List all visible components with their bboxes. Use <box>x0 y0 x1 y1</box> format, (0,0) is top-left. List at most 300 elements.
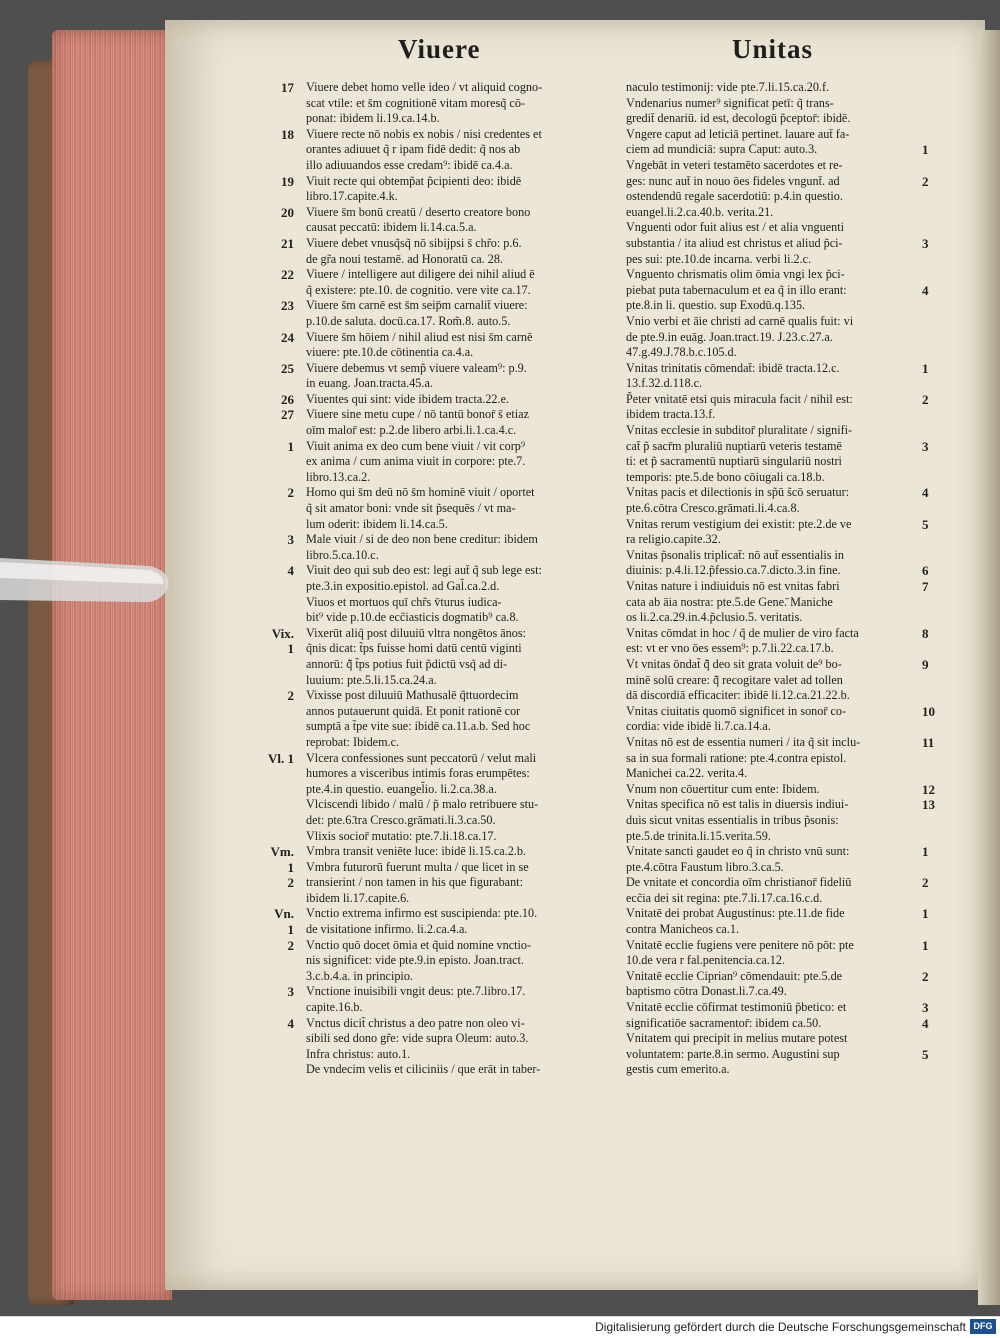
entry-number: Vm. <box>270 844 294 860</box>
text-line <box>306 283 626 299</box>
text-line <box>281 267 626 283</box>
entry-text: Vt vnitas ōndat̃ q̃̄ deo sit grata voluit de⁹ bo- <box>626 656 842 671</box>
entry-text: ponat: ibidem li.19.ca.14.b. <box>306 111 440 126</box>
entry-number: 3 <box>922 235 929 251</box>
entry-text: De vnitate et concordia oīm christianor̄ fideliū <box>626 875 852 890</box>
entry-text: Vmbra transit veniēte luce: ibidē li.15.ca.2.b. <box>306 844 526 859</box>
text-line <box>626 610 931 626</box>
entry-text: ibidem li.17.capite.6. <box>306 890 410 905</box>
entry-text: Vnitatē dei probat Augustinus: pte.11.de fide <box>626 906 845 921</box>
right-text-column <box>626 80 935 1078</box>
text-line <box>270 844 626 860</box>
entry-text: duis sicut vnitas essentialis in tribus p̃sonis: <box>626 812 839 827</box>
entry-text: cordia: vide ibidē li.7.ca.14.a. <box>626 719 771 734</box>
text-line <box>626 673 931 689</box>
text-line <box>306 501 626 517</box>
text-line <box>626 953 931 969</box>
text-line <box>306 719 626 735</box>
text-line <box>306 345 626 361</box>
entry-text: Viuentes qui sint: vide ibidem tracta.22.e. <box>306 391 510 406</box>
text-line <box>306 735 626 751</box>
entry-text: Viuit recte qui obtemp̃at p̃cipienti deo: ibidē <box>306 173 522 188</box>
text-line <box>626 345 931 361</box>
entry-text: Vnctio quō docet ōmia et q̃uid nomine vnctio- <box>306 937 532 952</box>
text-line <box>626 127 931 143</box>
text-line <box>626 376 931 392</box>
facing-page-edge <box>978 30 1000 1305</box>
entry-number: 1 <box>922 142 929 158</box>
text-line <box>306 657 626 673</box>
entry-number: 20 <box>281 204 294 220</box>
text-line <box>626 891 931 907</box>
text-line <box>626 330 931 346</box>
text-line <box>287 875 626 891</box>
text-line <box>626 142 931 158</box>
entry-text: Vnitas p̃sonalis triplicat̄: nō aut̄ essentialis in <box>626 547 844 562</box>
text-line <box>626 641 931 657</box>
text-line <box>626 579 931 595</box>
entry-text: Viuere s̄m carnē est s̄m seip̄m carnalit̄ viuere: <box>306 298 528 313</box>
entry-number: 9 <box>922 656 929 672</box>
text-line <box>306 969 626 985</box>
text-line <box>626 407 931 423</box>
entry-number: 3 <box>287 532 294 548</box>
text-line <box>306 891 626 907</box>
entry-text: Vnctus dicit̃ christus a deo patre non oleo vi- <box>306 1015 525 1030</box>
text-line <box>626 174 931 190</box>
entry-text: Vixerūt aliq̃ post diluuiū vltra nongētos ānos: <box>306 625 526 640</box>
entry-text: gestis cum emerito.a. <box>626 1062 730 1077</box>
text-line <box>306 813 626 829</box>
entry-text: cat̄ p̃ sacr̄m pluraliū nuptiarū veteris testamē <box>626 438 842 453</box>
text-line <box>626 703 935 720</box>
entry-number: 11 <box>922 734 935 750</box>
entry-text: luuium: pte.5.li.15.ca.24.a. <box>306 672 437 687</box>
text-line <box>626 906 931 922</box>
text-line <box>626 252 931 268</box>
entry-number: 2 <box>922 968 929 984</box>
text-line <box>306 111 626 127</box>
text-line <box>626 1000 931 1016</box>
entry-text: Vnitatē ecclie fugiens vere penitere nō pōt: pte <box>626 937 854 952</box>
entry-text: annos putauerunt quidā. Et ponit rationē cor <box>306 703 521 718</box>
text-line <box>306 579 626 595</box>
entry-number: 13 <box>922 797 935 813</box>
entry-number: 1 <box>287 438 294 454</box>
text-line <box>626 860 931 876</box>
text-line <box>626 501 931 517</box>
entry-text: Manichei ca.22. verita.4. <box>626 766 748 781</box>
entry-number: 2 <box>922 173 929 189</box>
entry-number: 23 <box>281 298 294 314</box>
entry-number: 25 <box>281 360 294 376</box>
entry-number: 1 <box>922 844 929 860</box>
text-line <box>626 220 931 236</box>
entry-text: capite.16.b. <box>306 1000 363 1015</box>
text-line <box>306 782 626 798</box>
entry-number: 22 <box>281 267 294 283</box>
entry-text: libro.17.capite.4.k. <box>306 189 398 204</box>
text-line <box>626 1062 931 1078</box>
entry-number: 3 <box>287 984 294 1000</box>
entry-text: ciem ad mundiciā: supra Caput: auto.3. <box>626 142 818 157</box>
entry-text: Vnitas rerum vestigium dei existit: pte.2.de ve <box>626 516 852 531</box>
entry-text: annorū: q̃̄ t̃ps potius fuit p̃dictū vsq̃ ad di- <box>306 656 508 671</box>
entry-text: Infra christus: auto.1. <box>306 1046 411 1061</box>
entry-text: ra religio.capite.32. <box>626 532 721 547</box>
text-line <box>626 875 931 891</box>
entry-text: dā discordiā efficaciter: ibidē li.12.ca.21.22.b. <box>626 688 850 703</box>
text-line <box>626 111 931 127</box>
entry-text: Viuere s̄m bonū creatū / deserto creatore bono <box>306 204 531 219</box>
text-line <box>306 142 626 158</box>
entry-number: 17 <box>281 80 294 95</box>
entry-text: Vnitatē ecclie Ciprian⁹ cōmendauit: pte.5.de <box>626 968 843 983</box>
entry-text: Viuit deo qui sub deo est: legi aut̄ q̃ sub lege est: <box>306 563 542 578</box>
text-line <box>306 953 626 969</box>
entry-text: euangel.li.2.ca.40.b. verita.21. <box>626 204 774 219</box>
text-line <box>271 625 626 642</box>
entry-text: Vnitas nature i indiuiduis nō est vnitas fabri <box>626 579 840 593</box>
entry-text: Vnum non cōuertitur cum ente: Ibidem. <box>626 781 820 796</box>
entry-number: 26 <box>281 391 294 407</box>
text-line <box>306 673 626 689</box>
entry-text: bit⁹ vide p.10.de ecc̃iasticis dogmatib⁹ ca.8. <box>306 610 519 625</box>
entry-text: Vnitatē ecclie cōfirmat testimoniū p̃betico: et <box>626 1000 847 1015</box>
entry-number: 10 <box>922 703 935 719</box>
entry-number: 6 <box>922 563 929 579</box>
entry-number: 4 <box>922 282 929 298</box>
text-line <box>306 96 626 112</box>
text-line <box>306 470 626 486</box>
entry-number: 2 <box>287 688 294 704</box>
entry-number: 21 <box>281 235 294 251</box>
entry-text: Vndenarius numer⁹ significat petī: q̃ trans- <box>626 95 834 110</box>
entry-text: det: pte.6.̄tra Cresco.grāmati.li.3.ca.50. <box>306 812 496 827</box>
entry-number: 1 <box>922 937 929 953</box>
text-line <box>306 797 626 813</box>
text-line <box>626 485 931 501</box>
entry-number: 1 <box>922 360 929 376</box>
entry-number: 4 <box>287 563 294 579</box>
text-line <box>626 548 931 564</box>
entry-text: Viuere s̄m hōiem / nihil aliud est nisi s̄m carnē <box>306 329 533 344</box>
text-line <box>626 734 935 751</box>
text-line <box>306 189 626 205</box>
text-line <box>281 360 626 377</box>
text-line <box>626 1031 931 1047</box>
text-line <box>626 657 931 673</box>
entry-number: 5 <box>922 516 929 532</box>
entry-text: sa in sua formali ratione: pte.4.contra epistol. <box>626 750 847 765</box>
text-line <box>626 563 931 579</box>
entry-text: pte.5.de trinita.li.15.verita.59. <box>626 828 771 843</box>
text-line <box>626 517 931 533</box>
text-line <box>306 610 626 626</box>
entry-number: 24 <box>281 329 294 345</box>
text-line <box>274 906 626 922</box>
entry-text: Vngere caput ad leticiā pertinet. lauare aut̄ fa- <box>626 126 850 141</box>
entry-text: Vnitas ecclesie in subditor̄ pluralitate / signifi- <box>626 423 853 438</box>
text-line <box>306 595 626 611</box>
text-line <box>626 719 931 735</box>
text-line <box>287 1015 626 1032</box>
text-line <box>287 937 626 954</box>
text-line <box>281 329 626 346</box>
entry-text: Vnitatem qui precipit in melius mutare potest <box>626 1031 848 1046</box>
entry-text: sibili sed dono gr̃e: vide supra Oleum: auto.3. <box>306 1031 529 1046</box>
text-line <box>626 314 931 330</box>
entry-number: 2 <box>922 875 929 891</box>
text-line <box>287 984 626 1000</box>
text-line <box>287 438 626 455</box>
entry-text: Vixisse post diluuiū Mathusalē q̃ttuordecim <box>306 688 519 703</box>
text-line <box>626 829 931 845</box>
entry-number: 2 <box>922 391 929 407</box>
text-line <box>287 563 626 579</box>
entry-text: 13.f.32.d.118.c. <box>626 376 703 391</box>
entry-text: contra Manicheos ca.1. <box>626 922 740 937</box>
text-line <box>281 80 626 96</box>
text-line <box>306 1031 626 1047</box>
entry-text: ibidem tracta.13.f. <box>626 407 716 422</box>
entry-text: Vngebāt in veteri testamēto sacerdotes et re- <box>626 157 843 172</box>
page-holder-strip <box>0 548 175 618</box>
text-line <box>626 766 931 782</box>
entry-text: Vlcera confessiones sunt peccatorū / velut mali <box>306 750 537 765</box>
text-line <box>626 267 931 283</box>
text-line <box>626 922 931 938</box>
text-line <box>306 314 626 330</box>
entry-text: pte.4.cōtra Faustum libro.3.ca.5. <box>626 859 784 874</box>
entry-text: De vndecim velis et ciliciniis / que erāt in taber- <box>306 1062 541 1077</box>
entry-text: Viuere debet homo velle ideo / vt aliquid cogno- <box>306 80 543 94</box>
entry-text: ostendendū regale sacerdotiū: p.4.in questio. <box>626 189 843 204</box>
text-line <box>287 859 626 876</box>
text-line <box>281 204 626 221</box>
entry-text: transierint / non tamen in his que figurabant: <box>306 875 523 890</box>
entry-text: ecc̃ia dei sit regina: pte.7.li.17.ca.16.c.d. <box>626 890 823 905</box>
text-line <box>626 96 931 112</box>
text-line <box>626 439 931 455</box>
text-line <box>626 813 931 829</box>
entry-text: causat peccatū: ibidem li.14.ca.5.a. <box>306 220 477 235</box>
text-line <box>626 158 931 174</box>
left-text-column <box>268 80 626 1078</box>
text-line <box>626 205 931 221</box>
text-line <box>306 766 626 782</box>
entry-text: de visitatione infirmo. li.2.ca.4.a. <box>306 922 468 937</box>
entry-text: in euang. Joan.tracta.45.a. <box>306 376 433 391</box>
entry-text: nis significet: vide pte.9.in episto. Joan.tract. <box>306 953 524 968</box>
entry-number: 1 <box>287 859 294 875</box>
entry-number: 12 <box>922 781 935 797</box>
entry-number: 4 <box>922 1015 929 1031</box>
text-line <box>626 751 931 767</box>
text-line <box>306 517 626 533</box>
running-head-left: Viuere <box>398 34 481 64</box>
entry-number: 7 <box>922 579 929 594</box>
entry-text: lum oderit: ibidem li.14.ca.5. <box>306 516 448 531</box>
entry-text: Viuere / intelligere aut diligere dei nihil aliud ē <box>306 267 535 282</box>
entry-text: temporis: pte.5.de bono cōiugali ca.18.b. <box>626 469 825 484</box>
entry-text: Viuos et mortuos quī chr̃s v̄turus iudica- <box>306 594 502 609</box>
text-line <box>281 407 626 423</box>
entry-text: q̃nis dicat: t̃ps fuisse homi datū centū viginti <box>306 641 522 656</box>
entry-text: Vnio verbi et āie christi ad carnē qualis fuit: vi <box>626 313 854 328</box>
entry-text: Vnctio extrema infirmo est suscipienda: pte.10. <box>306 906 538 921</box>
text-line <box>626 938 931 954</box>
entry-number: 1 <box>287 922 294 938</box>
entry-text: Vmbra futurorū fuerunt multa / que licet in se <box>306 859 529 874</box>
entry-text: ex anima / cum anima viuit in corpore: pte.7. <box>306 454 526 469</box>
running-head-right: Unitas <box>732 34 814 64</box>
entry-text: Vnitas cōmdat in hoc / q̃ de mulier de viro facta <box>626 625 859 640</box>
entry-text: voluntatem: parte.8.in sermo. Augustini sup <box>626 1046 840 1061</box>
text-line <box>306 1062 626 1078</box>
digitization-footer <box>0 1316 1000 1338</box>
entry-text: Vnguento chrismatis olim ōmia vngi lex p̃ci- <box>626 267 845 282</box>
entry-text: Vlixis socior̄ mutatio: pte.7.li.18.ca.17. <box>306 828 497 843</box>
text-line <box>281 391 626 408</box>
entry-number: 27 <box>281 407 294 423</box>
text-line <box>287 641 626 657</box>
text-line <box>626 189 931 205</box>
entry-number: 3 <box>922 1000 929 1016</box>
text-line <box>626 626 931 642</box>
entry-text: p.10.de saluta. docū.ca.17. Rom̃.8. auto.5. <box>306 313 511 328</box>
entry-text: sumptā a t̃pe vite sue: ibidē ca.11.a.b. Sed hoc <box>306 719 531 734</box>
entry-number: Vix. <box>271 625 294 641</box>
text-line <box>287 688 626 704</box>
text-line <box>626 454 931 470</box>
entry-text: illo adiuuandos esse credam⁹: ibidē ca.4.a. <box>306 157 513 172</box>
text-line <box>626 797 935 813</box>
text-line <box>626 361 931 377</box>
text-line <box>626 688 931 704</box>
entry-text: libro.13.ca.2. <box>306 469 371 484</box>
entry-number: 2 <box>287 875 294 891</box>
text-line <box>306 1000 626 1016</box>
entry-text: humores a visceribus intimis foras erumpētes: <box>306 766 530 781</box>
text-line <box>268 750 626 767</box>
entry-text: q̃ sit amator boni: vnde sit p̃sequēs / vt ma- <box>306 501 516 516</box>
text-line <box>626 984 931 1000</box>
entry-text: pte.3.in expositio.epistol. ad Gal̃.ca.2.d. <box>306 579 500 593</box>
text-line <box>281 298 626 314</box>
entry-text: q̃ existere: pte.10. de cognitio. vere vite ca.17. <box>306 282 531 297</box>
entry-text: Viuere sine metu cupe / nō tantū bonor̄ s̄ etiaz <box>306 407 529 422</box>
text-line <box>626 423 931 439</box>
text-line <box>287 922 626 938</box>
text-line <box>306 454 626 470</box>
entry-number: Vl. 1 <box>268 750 294 766</box>
text-line <box>306 1047 626 1063</box>
entry-text: Vlciscendi libido / malū / p̃ malo retribuere stu- <box>306 797 539 812</box>
text-line <box>287 485 626 501</box>
entry-text: P̃eter vnitatē etsi quis miracula facit / nihil est: <box>626 391 853 406</box>
entry-text: Vnitas ciuitatis quomō significet in sonor̄ co- <box>626 703 847 718</box>
entry-text: 3.c.b.4.a. in principio. <box>306 968 413 983</box>
text-line <box>306 376 626 392</box>
entry-text: Viuit anima ex deo cum bene viuit / vit corp⁹ <box>306 438 526 453</box>
text-line <box>626 80 931 96</box>
entry-number: 8 <box>922 625 929 641</box>
text-line <box>626 844 931 860</box>
text-line <box>281 235 626 252</box>
entry-text: viuere: pte.10.de cōtinentia ca.4.a. <box>306 345 474 360</box>
entry-text: Vnitas trinitatis cōmendat̄: ibidē tracta.12.c. <box>626 360 840 375</box>
entry-text: minē solū creare: q̃̄ recogitare valet ad tollen <box>626 672 843 687</box>
text-line <box>306 252 626 268</box>
entry-text: 10.de vera r fal.penitencia.ca.12. <box>626 953 786 968</box>
entry-text: pte.8.in li. questio. sup Exodū.q.135. <box>626 298 806 313</box>
text-line <box>281 173 626 190</box>
text-line <box>281 126 626 143</box>
entry-text: reprobat: Ibidem.c. <box>306 734 400 749</box>
text-line <box>287 532 626 548</box>
entry-text: ges: nunc aut̄ in nouo ōes fideles vngunt̄. ad <box>626 173 840 188</box>
entry-number: 4 <box>287 1015 294 1031</box>
entry-text: substantia / ita aliud est christus et aliud p̃ci- <box>626 235 843 250</box>
text-line <box>626 532 931 548</box>
entry-text: orantes adiuuet q̃ r ipam fidē dedit: q̃ nos ab <box>306 142 521 157</box>
entry-text: Viuere debemus vt semp̃ viuere valeam⁹: p.9. <box>306 360 527 375</box>
entry-text: Vnguenti odor fuit alius est / et alia vnguenti <box>626 220 844 235</box>
entry-text: de gr̃a noui testamē. ad Honoratū ca. 28. <box>306 251 503 266</box>
entry-text: gredit̄ denariū. id est, decologū p̃ceptor̄: ibidē. <box>626 111 851 126</box>
entry-text: Viuere recte nō nobis ex nobis / nisi credentes et <box>306 126 542 141</box>
entry-number: 2 <box>287 485 294 501</box>
text-line <box>626 236 931 252</box>
entry-number: 3 <box>922 438 929 454</box>
entry-text: naculo testimonij: vide pte.7.li.15.ca.20.f. <box>626 80 830 94</box>
entry-text: oīm malor̄ est: p.2.de libero arbi.li.1.ca.4.c. <box>306 423 517 438</box>
dfg-logo: DFG <box>970 1319 996 1334</box>
entry-text: est: vt er vno ōes essem⁹: p.7.li.22.ca.17.b. <box>626 641 834 656</box>
entry-text: Male viuit / si de deo non bene creditur: ibidem <box>306 532 538 547</box>
entry-text: pte.6.cōtra Cresco.grāmati.li.4.ca.8. <box>626 501 800 516</box>
entry-text: de pte.9.in euāg. Joan.tract.19. J.23.c.27.a. <box>626 329 833 344</box>
entry-text: pte.4.in questio. euangel̃io. li.2.ca.38.a. <box>306 781 497 796</box>
text-line <box>626 1016 931 1032</box>
text-line <box>306 220 626 236</box>
entry-number: 2 <box>287 937 294 953</box>
entry-text: Vnitas pacis et dilectionis in sp̃ū s̃cō seruatur: <box>626 485 850 500</box>
text-line <box>306 548 626 564</box>
text-line <box>306 158 626 174</box>
text-line <box>626 470 931 486</box>
text-line <box>626 1047 931 1063</box>
entry-text: libro.5.ca.10.c. <box>306 547 379 562</box>
entry-number: 4 <box>922 485 929 501</box>
entry-text: scat vtile: et s̄m cognitionē vitam moresq̃ cō- <box>306 95 525 110</box>
entry-text: piebat puta tabernaculum et ea q̃ in illo erant: <box>626 282 847 297</box>
entry-text: cata ab āia nostra: pte.5.de Gene.̄ Maniche <box>626 594 833 609</box>
entry-number: 19 <box>281 173 294 189</box>
entry-text: Vnctione inuisibili vngit deus: pte.7.libro.17. <box>306 984 526 999</box>
entry-text: Vnitas specifica nō est talis in diuersis indiui- <box>626 797 849 812</box>
entry-text: diuinis: p.4.li.12.p̃fessio.ca.7.dicto.3.in fine. <box>626 563 841 578</box>
entry-number: 1 <box>287 641 294 657</box>
text-line <box>626 595 931 611</box>
entry-text: Homo qui s̄m deū nō s̄m hominē viuit / oportet <box>306 485 535 500</box>
entry-number: 5 <box>922 1046 929 1062</box>
entry-text: baptismo cōtra Donast.li.7.ca.49. <box>626 984 787 999</box>
text-line <box>306 704 626 720</box>
entry-text: Vnitate sancti gaudet eo q̃ in christo vnū sunt: <box>626 844 850 859</box>
entry-text: os li.2.ca.29.in.4.p̃clusio.5. veritatis. <box>626 610 803 625</box>
